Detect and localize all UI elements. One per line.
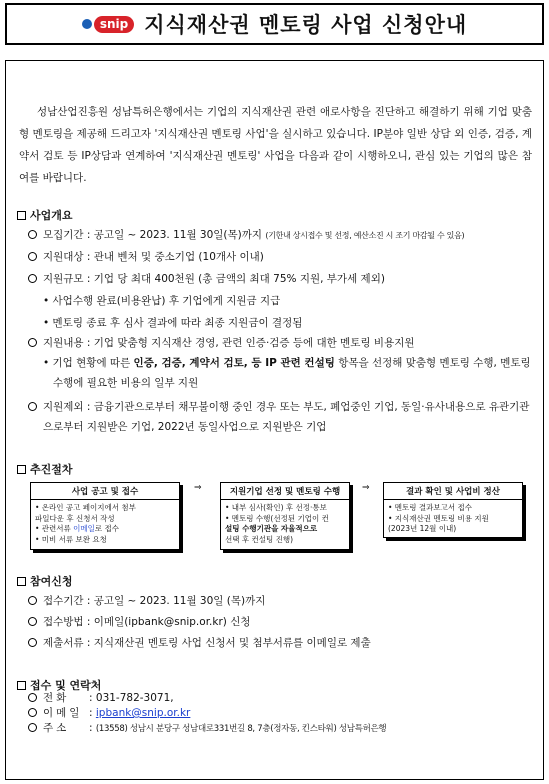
apply-docs <box>28 633 543 654</box>
circle-bullet-icon <box>28 338 37 347</box>
address-label: 주소 <box>43 722 70 734</box>
step-3-body <box>384 500 522 538</box>
email-label: 이메일 <box>43 707 83 719</box>
overview-content <box>28 333 543 354</box>
step-3-line: • 지식재산권 멘토링 비용 지원 <box>388 513 489 523</box>
period-note: (기한내 상시접수 및 선정, 예산소진 시 조기 마감될 수 있음) <box>265 231 465 240</box>
step-2-line: 설팅 수행기관을 자율적으로 <box>225 524 318 533</box>
content-bullet-post: 항목을 선정해 맞춤형 멘토링 수행, 멘토링 수행에 필요한 비용의 일부 지원 <box>53 357 531 389</box>
content-bullet-1: • 기업 현황에 따른 인증, 검증, 계약서 검토, 등 IP 관련 컨설팅 항목을 선정해 맞춤형 멘토링 수행, 멘토링 수행에 필요한 비용의 일부 지원 <box>43 357 531 389</box>
exclude-text: 지원제외 : 금융기관으로부터 채무불이행 중인 경우 또는 부도, 폐업중인 기업, 동일·유사내용으로 유관기관으로부터 지원받은 기업, 2022년 동일사업으로 지원받은 기업 <box>43 401 530 433</box>
circle-bullet-icon <box>28 274 37 283</box>
target-text: 지원대상 : 관내 벤처 및 중소기업 (10개사 이내) <box>43 251 264 263</box>
arrow-icon: ⇒ <box>194 483 202 493</box>
apply-heading-text: 참여신청 <box>30 575 73 588</box>
circle-bullet-icon <box>28 230 37 239</box>
step-2-line: 선택 후 컨설팅 진행) <box>225 534 294 544</box>
scale-bullet-2: • 멘토링 종료 후 심사 결과에 따라 최종 지원금이 결정됨 <box>43 317 303 329</box>
contact-email: 이메일 : ipbank@snip.or.kr <box>28 706 543 721</box>
apply-period <box>28 591 543 612</box>
step-1-title: 사업 공고 및 접수 <box>31 483 179 500</box>
square-bullet-icon <box>17 681 26 690</box>
logo-dot-icon <box>82 19 92 29</box>
page-title: 지식재산권 멘토링 사업 신청안내 <box>144 13 468 37</box>
procedure-step-3 <box>383 482 523 538</box>
contact-address: 주소 : (13558) 성남시 분당구 성남대로331번길 8, 7층(정자동, 킨스타워) 성남특허은행 <box>28 721 543 737</box>
circle-bullet-icon <box>28 402 37 411</box>
email-link[interactable]: ipbank@snip.or.kr <box>95 707 191 719</box>
overview-target <box>28 247 543 268</box>
phone-label: 전화 <box>43 692 70 704</box>
circle-bullet-icon <box>28 617 37 626</box>
apply-period-text: 접수기간 : 공고일 ~ 2023. 11월 30일 (목)까지 <box>43 595 266 607</box>
step-2-title: 지원기업 선정 및 멘토링 수행 <box>221 483 349 500</box>
document-body <box>5 60 544 780</box>
procedure-step-1 <box>30 482 180 550</box>
circle-bullet-icon <box>28 252 37 261</box>
apply-docs-text: 제출서류 : 지식재산권 멘토링 사업 신청서 및 첨부서류를 이메일로 제출 <box>43 637 371 649</box>
square-bullet-icon <box>17 577 26 586</box>
logo-text: snip <box>94 16 134 33</box>
step-2-body <box>221 500 349 548</box>
procedure-heading-text: 추진절차 <box>30 463 73 476</box>
content-bullet-bold: 인증, 검증, 계약서 검토, 등 IP 관련 컨설팅 <box>133 357 335 369</box>
snip-logo <box>82 16 134 33</box>
contact-heading-text: 접수 및 연락처 <box>30 679 102 692</box>
procedure-heading <box>17 461 73 477</box>
step-1-body <box>31 500 179 548</box>
overview-period <box>28 225 543 246</box>
overview-heading-text: 사업개요 <box>30 209 73 222</box>
overview-scale <box>28 269 543 290</box>
circle-bullet-icon <box>28 723 37 732</box>
apply-heading <box>17 573 73 589</box>
circle-bullet-icon <box>28 693 37 702</box>
square-bullet-icon <box>17 465 26 474</box>
apply-method <box>28 612 543 633</box>
phone-value: 031-782-3071, <box>95 692 174 704</box>
step-1-line: • 온라인 공고 페이지에서 첨부 <box>35 503 136 512</box>
period-text: 모집기간 : 공고일 ~ 2023. 11월 30일(목)까지 <box>43 229 263 241</box>
scale-bullet-1-text: 사업수행 완료(비용완납) 후 기업에게 지원금 지급 <box>52 295 281 307</box>
step-3-line: (2023년 12월 이내) <box>388 524 457 533</box>
circle-bullet-icon <box>28 708 37 717</box>
step-3-title: 결과 확인 및 사업비 정산 <box>384 483 522 500</box>
procedure-step-2 <box>220 482 350 550</box>
scale-bullet-1: • 사업수행 완료(비용완납) 후 기업에게 지원금 지급 <box>43 295 281 307</box>
content-text: 지원내용 : 기업 맞춤형 지식재산 경영, 관련 인증·검증 등에 대한 멘토링 비용지원 <box>43 337 415 349</box>
step-1-line: • 미비 서류 보완 요청 <box>35 534 107 544</box>
step-2-line: • 내부 심사(확인) 후 선정·통보 <box>225 503 327 512</box>
title-banner <box>5 3 544 45</box>
circle-bullet-icon <box>28 596 37 605</box>
address-value: (13558) 성남시 분당구 성남대로331번길 8, 7층(정자동, 킨스타워) 성남특허은행 <box>95 724 387 734</box>
step-1-line: • 관련서류 이메일로 접수 <box>35 524 120 533</box>
contact-phone: 전화 : 031-782-3071, <box>28 691 543 706</box>
step-2-line: • 멘토링 수행(선정된 기업이 컨 <box>225 513 329 523</box>
scale-bullet-2-text: 멘토링 종료 후 심사 결과에 따라 최종 지원금이 결정됨 <box>52 317 303 329</box>
square-bullet-icon <box>17 211 26 220</box>
apply-method-text: 접수방법 : 이메일(ipbank@snip.or.kr) 신청 <box>43 616 251 628</box>
arrow-icon: ⇒ <box>362 483 370 493</box>
step-1-line: 파일다운 후 신청서 작성 <box>35 513 115 523</box>
overview-heading <box>17 207 73 223</box>
content-bullet-pre: 기업 현황에 따른 <box>52 357 134 369</box>
circle-bullet-icon <box>28 638 37 647</box>
step-3-line: • 멘토링 결과보고서 접수 <box>388 503 473 512</box>
overview-exclude <box>28 397 538 437</box>
scale-text: 지원규모 : 기업 당 최대 400천원 (총 금액의 최대 75% 지원, 부가세 제외) <box>43 273 385 285</box>
intro-paragraph: 성남산업진흥원 성남특허은행에서는 기업의 지식재산권 관련 애로사항을 진단하고 해결하기 위해 기업 맞춤형 멘토링을 제공해 드리고자 '지식재산권 멘토링 사업'을 실시하고 있습니다. IP분야 일반 상담 외 인증, 검증, 계약서 검토 등 IP상담과 연계하여 '지식재산권 멘토링' 사업을 다음과 같이 시행하오니, 관심 있는 기업의 많은 참여를 바랍니다. <box>19 106 532 184</box>
